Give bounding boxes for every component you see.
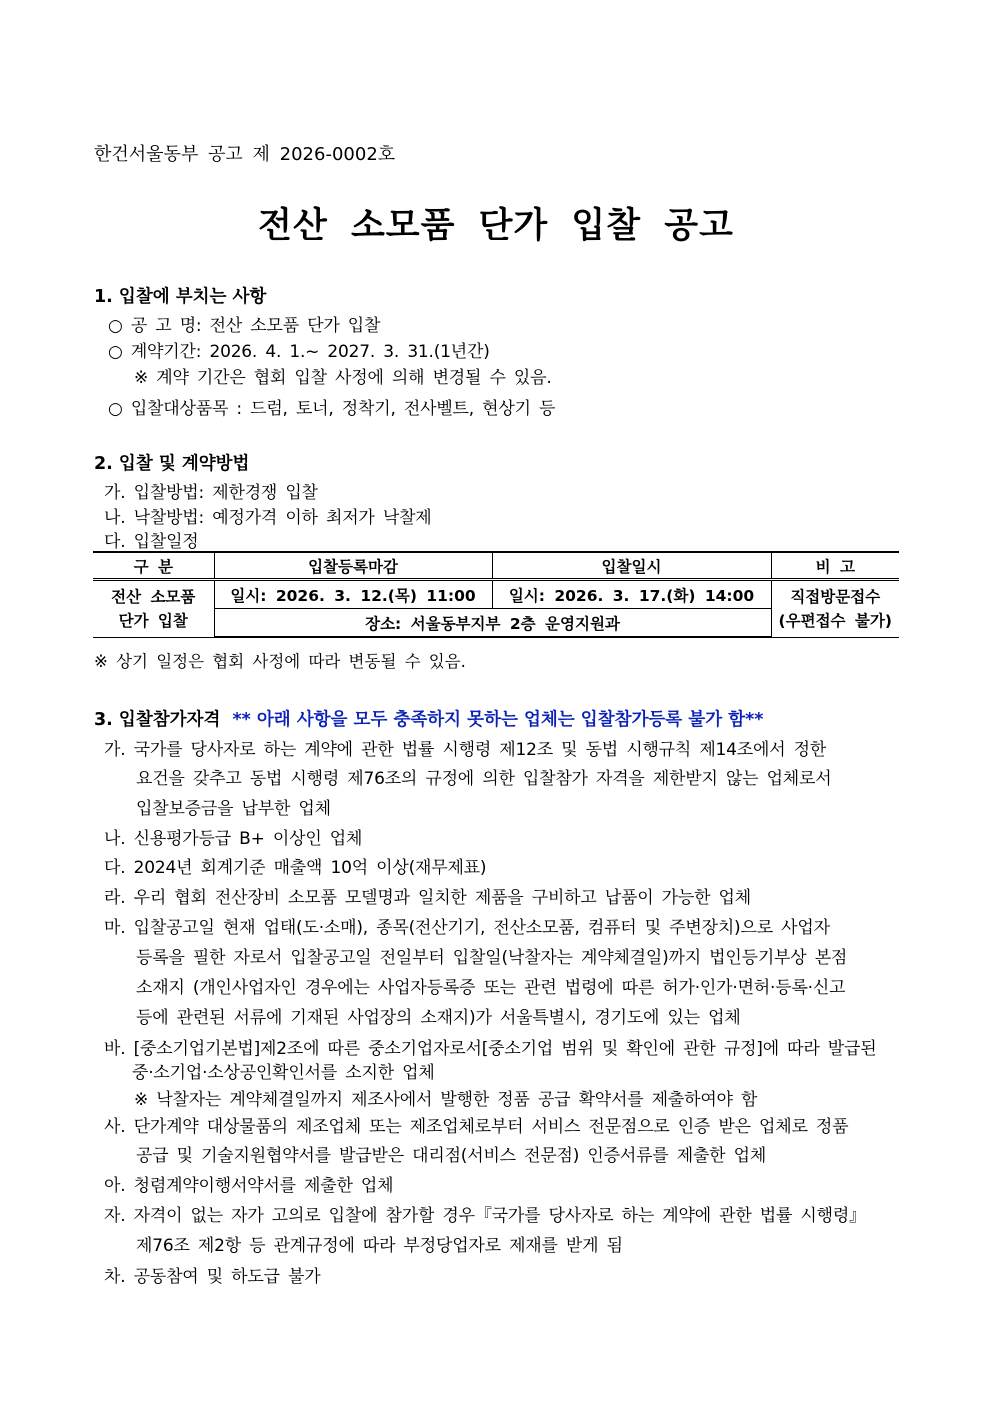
qualification-line: 가. 국가를 당사자로 하는 계약에 관한 법률 시행령 제12조 및 동법 시행규칙 제14조에서 정한 xyxy=(104,740,827,760)
remark-line-2: (우편접수 불가) xyxy=(778,611,892,630)
section1-item-products: ○ 입찰대상품목 : 드럼, 토너, 정착기, 전사벨트, 현상기 등 xyxy=(108,399,556,419)
qualification-line: 등에 관련된 서류에 기재된 사업장의 소재지)가 서울특별시, 경기도에 있는 업체 xyxy=(136,1008,741,1028)
qualification-line: 공급 및 기술지원협약서를 발급받은 대리점(서비스 전문점) 인증서류를 제출한 업체 xyxy=(136,1146,767,1166)
qualification-line: 라. 우리 협회 전산장비 소모품 모델명과 일치한 제품을 구비하고 납품이 가능한 업체 xyxy=(104,888,751,908)
qualification-line: 등록을 필한 자로서 입찰공고일 전일부터 입찰일(낙찰자는 계약체결일)까지 법인등기부상 본점 xyxy=(136,948,848,968)
qualification-line: 바. [중소기업기본법]제2조에 따른 중소기업자로서[중소기업 범위 및 확인에 관한 규정]에 따라 발급된 xyxy=(104,1039,877,1059)
section2-schedule-note: ※ 상기 일정은 협회 사정에 따라 변동될 수 있음. xyxy=(94,652,466,671)
remark-line-1: 직접방문접수 xyxy=(790,587,881,606)
table-header-bid-datetime: 입찰일시 xyxy=(492,552,771,580)
section2-item-award-method: 나. 낙찰방법: 예정가격 이하 최저가 낙찰제 xyxy=(104,508,432,528)
qualification-line: 소재지 (개인사업자인 경우에는 사업자등록증 또는 관련 법령에 따른 허가·인가·면허·등록·신고 xyxy=(136,978,846,998)
page-title: 전산 소모품 단가 입찰 공고 xyxy=(258,206,734,246)
qualification-line: ※ 낙찰자는 계약체결일까지 제조사에서 발행한 정품 공급 확약서를 제출하여야 함 xyxy=(134,1090,758,1110)
table-cell-category xyxy=(93,580,214,638)
table-cell-bid-datetime: 일시: 2026. 3. 17.(화) 14:00 xyxy=(492,580,771,609)
table-header-row xyxy=(93,552,899,580)
section2-item-bid-method: 가. 입찰방법: 제한경쟁 입찰 xyxy=(104,483,318,503)
table-cell-place: 장소: 서울동부지부 2층 운영지원과 xyxy=(214,609,771,638)
bid-schedule-table xyxy=(93,551,899,638)
qualification-line: 자. 자격이 없는 자가 고의로 입찰에 참가할 경우『국가를 당사자로 하는 계약에 관한 법률 시행령』 xyxy=(104,1206,866,1226)
section2-heading: 2. 입찰 및 계약방법 xyxy=(94,454,250,474)
category-line-2: 단가 입찰 xyxy=(118,611,188,630)
qualification-line: 사. 단가계약 대상물품의 제조업체 또는 제조업체로부터 서비스 전문점으로 인증 받은 업체로 정품 xyxy=(104,1117,849,1137)
table-header-remark: 비 고 xyxy=(771,552,899,580)
category-line-1: 전산 소모품 xyxy=(111,587,196,606)
qualification-line: 아. 청렴계약이행서약서를 제출한 업체 xyxy=(104,1176,394,1196)
qualification-line: 중·소기업·소상공인확인서를 소지한 업체 xyxy=(132,1063,435,1083)
table-header-registration: 입찰등록마감 xyxy=(214,552,492,580)
section1-item-period: ○ 계약기간: 2026. 4. 1.~ 2027. 3. 31.(1년간) xyxy=(108,342,490,362)
notice-number: 한건서울동부 공고 제 2026-0002호 xyxy=(94,144,396,165)
table-cell-remark xyxy=(771,580,899,638)
section3-heading xyxy=(94,706,763,731)
section1-period-note: ※ 계약 기간은 협회 입찰 사정에 의해 변경될 수 있음. xyxy=(134,368,552,388)
qualification-line: 입찰보증금을 납부한 업체 xyxy=(136,799,331,819)
qualification-line: 마. 입찰공고일 현재 업태(도·소매), 종목(전산기기, 전산소모품, 컴퓨터 및 주변장치)으로 사업자 xyxy=(104,918,830,938)
section3-warning: ** 아래 사항을 모두 충족하지 못하는 업체는 입찰참가등록 불가 함** xyxy=(232,710,764,730)
qualification-line: 차. 공동참여 및 하도급 불가 xyxy=(104,1267,321,1287)
table-row xyxy=(93,580,899,609)
table-header-category: 구 분 xyxy=(93,552,214,580)
section1-item-title: ○ 공 고 명: 전산 소모품 단가 입찰 xyxy=(108,316,381,336)
section2-item-schedule: 다. 입찰일정 xyxy=(104,532,199,552)
qualification-line: 나. 신용평가등급 B+ 이상인 업체 xyxy=(104,829,363,849)
section3-heading-text: 3. 입찰참가자격 xyxy=(94,710,221,730)
qualification-line: 다. 2024년 회계기준 매출액 10억 이상(재무제표) xyxy=(104,858,487,878)
section1-heading: 1. 입찰에 부치는 사항 xyxy=(94,287,267,307)
table-cell-registration: 일시: 2026. 3. 12.(목) 11:00 xyxy=(214,580,492,609)
qualification-line: 제76조 제2항 등 관계규정에 따라 부정당업자로 제재를 받게 됨 xyxy=(136,1236,623,1256)
qualification-line: 요건을 갖추고 동법 시행령 제76조의 규정에 의한 입찰참가 자격을 제한받지 않는 업체로서 xyxy=(136,769,832,789)
